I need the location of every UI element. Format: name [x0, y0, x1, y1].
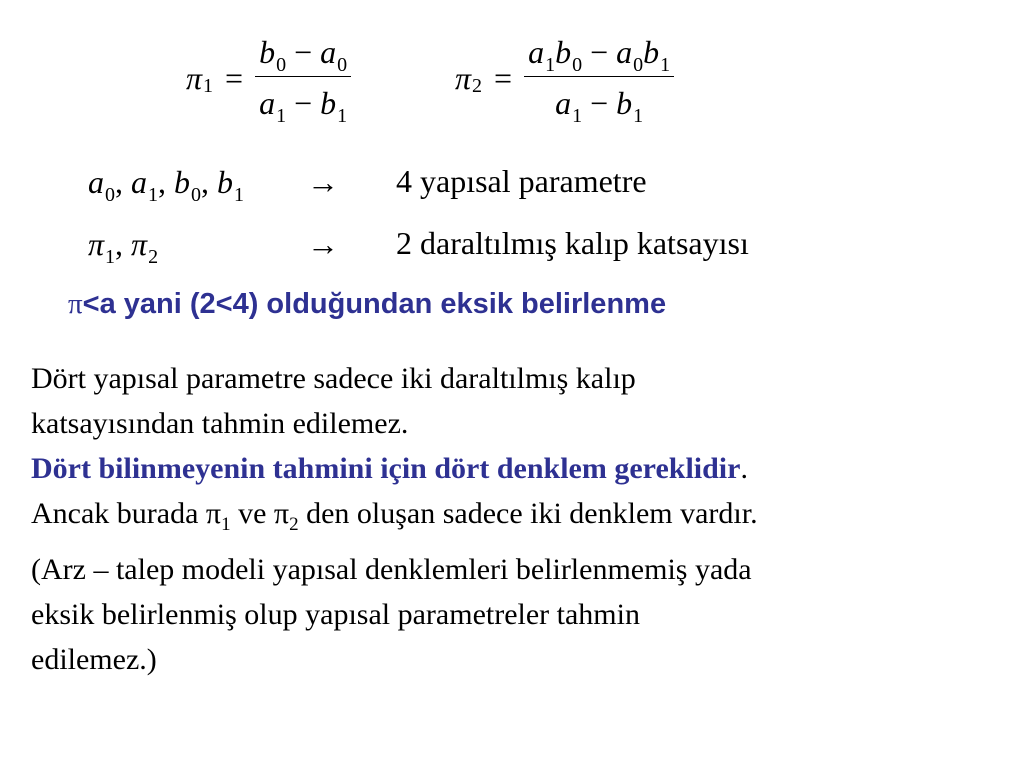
minus-sign: −	[590, 85, 609, 121]
var-a: a	[555, 85, 572, 121]
subscript: 1	[234, 184, 244, 206]
comma: ,	[115, 164, 123, 200]
pi-symbol: π	[88, 226, 105, 262]
subscript: 1	[572, 105, 583, 127]
paragraph-line	[31, 491, 1021, 547]
pi-symbol: π	[186, 59, 203, 96]
pi-symbol: π	[131, 226, 148, 262]
numerator	[524, 34, 674, 76]
fraction	[524, 34, 674, 127]
var-a: a	[88, 164, 104, 200]
var-b: b	[643, 34, 660, 70]
subscript: 0	[276, 54, 287, 76]
var-b: b	[174, 164, 190, 200]
subscript: 1	[221, 514, 231, 535]
var-b: b	[555, 34, 572, 70]
pi-symbol: π	[68, 288, 83, 320]
var-a: a	[259, 85, 276, 121]
comma: ,	[158, 164, 166, 200]
var-a: a	[616, 34, 633, 70]
paragraph-line: Dört yapısal parametre sadece iki daraltılmış kalıp	[31, 362, 636, 395]
text-segment: den oluşan sadece iki denklem vardır.	[298, 497, 758, 530]
subscript: 1	[105, 246, 116, 268]
var-a: a	[320, 34, 337, 70]
fraction-bar	[255, 76, 351, 77]
subscript: 1	[276, 105, 287, 127]
text-segment: ve	[230, 497, 274, 530]
denominator	[551, 85, 647, 127]
subscript: 0	[105, 184, 115, 206]
subscript: 1	[545, 54, 556, 76]
subscript: 1	[633, 105, 644, 127]
minus-sign: −	[294, 34, 313, 70]
parameter-list	[88, 164, 244, 206]
equation-pi2	[455, 34, 674, 127]
var-b: b	[320, 85, 337, 121]
fraction	[255, 34, 351, 127]
emphasis-text: Dört bilinmeyenin tahmini için dört denklem gereklidir	[31, 452, 741, 485]
pi-symbol: π	[273, 497, 290, 530]
minus-sign: −	[294, 85, 313, 121]
var-b: b	[259, 34, 276, 70]
paragraph-line: edilemez.)	[31, 643, 157, 676]
subscript: 1	[660, 54, 671, 76]
subscript: 1	[337, 105, 348, 127]
period: .	[740, 452, 748, 485]
var-a: a	[131, 164, 147, 200]
var-b: b	[217, 164, 233, 200]
equation-pi1	[186, 34, 351, 127]
subscript: 2	[289, 514, 299, 535]
arrow-icon: →	[307, 226, 339, 262]
arrow-icon: →	[307, 164, 339, 200]
subscript: 0	[633, 54, 644, 76]
numerator	[255, 34, 351, 76]
minus-sign: −	[590, 34, 609, 70]
var-a: a	[528, 34, 545, 70]
subscript: 2	[148, 246, 159, 268]
comma: ,	[115, 226, 124, 262]
row1-label: 4 yapısal parametre	[396, 163, 647, 199]
fraction-bar	[524, 76, 674, 77]
comma: ,	[201, 164, 209, 200]
heading-text: <a yani (2<4) olduğundan eksik belirlenme	[82, 288, 667, 320]
equals-sign: =	[225, 59, 244, 96]
explanation-paragraph	[31, 356, 1021, 682]
subscript: 2	[472, 74, 483, 97]
reduced-coeff-list	[88, 226, 159, 268]
paragraph-line: (Arz – talep modeli yapısal denklemleri belirlenmemiş yada	[31, 553, 752, 586]
subscript: 1	[148, 184, 158, 206]
row2-label: 2 daraltılmış kalıp katsayısı	[396, 225, 749, 261]
equals-sign: =	[494, 59, 513, 96]
pi-symbol: π	[455, 59, 472, 96]
paragraph-line-emphasis	[31, 446, 1021, 491]
subscript: 0	[337, 54, 348, 76]
subscript: 0	[191, 184, 201, 206]
subscript: 1	[203, 74, 214, 97]
subscript: 0	[572, 54, 583, 76]
denominator	[255, 85, 351, 127]
underidentification-heading	[68, 288, 666, 321]
text-segment: Ancak burada	[31, 497, 206, 530]
paragraph-line: katsayısından tahmin edilemez.	[31, 407, 409, 440]
var-b: b	[616, 85, 633, 121]
pi-symbol: π	[205, 497, 222, 530]
paragraph-line: eksik belirlenmiş olup yapısal parametreler tahmin	[31, 598, 640, 631]
